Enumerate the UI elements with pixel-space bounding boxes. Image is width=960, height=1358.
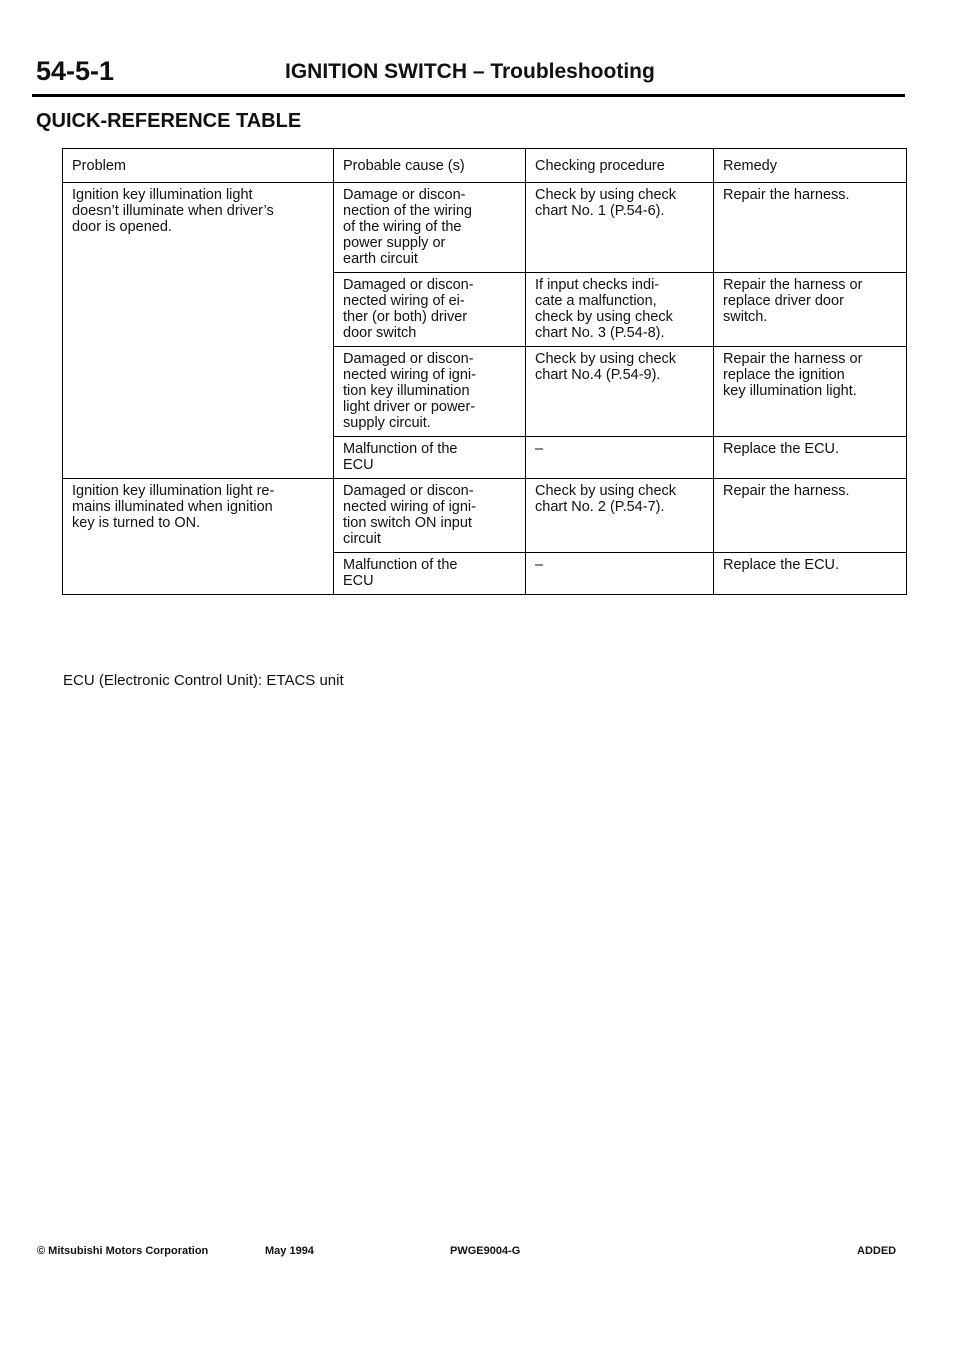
remedy-cell: Repair the harness or replace the ignition key illumination light. [714, 347, 907, 437]
page-number: 54-5-1 [36, 56, 115, 86]
remedy-cell: Replace the ECU. [714, 437, 907, 479]
column-header-checking-procedure: Checking procedure [526, 149, 714, 183]
header-rule [32, 94, 905, 97]
procedure-cell: If input checks indi- cate a malfunction, check by using check chart No. 3 (P.54-8). [526, 273, 714, 347]
column-header-problem: Problem [63, 149, 334, 183]
cause-cell: Malfunction of the ECU [334, 553, 526, 595]
procedure-cell: – [526, 437, 714, 479]
remedy-cell: Repair the harness or replace driver door switch. [714, 273, 907, 347]
procedure-cell: – [526, 553, 714, 595]
cause-cell: Damaged or discon- nected wiring of igni- tion key illumination light driver or power- supply circuit. [334, 347, 526, 437]
procedure-cell: Check by using check chart No.4 (P.54-9). [526, 347, 714, 437]
table-note: ECU (Electronic Control Unit): ETACS unit [63, 672, 344, 689]
procedure-cell: Check by using check chart No. 1 (P.54-6). [526, 183, 714, 273]
quick-reference-table [62, 148, 907, 595]
footer-copyright: © Mitsubishi Motors Corporation [37, 1245, 209, 1257]
cause-cell: Damaged or discon- nected wiring of ei- ther (or both) driver door switch [334, 273, 526, 347]
remedy-cell: Repair the harness. [714, 183, 907, 273]
cause-cell: Damage or discon- nection of the wiring of the wiring of the power supply or earth circuit [334, 183, 526, 273]
section-title: QUICK-REFERENCE TABLE [36, 110, 302, 132]
problem-cell: Ignition key illumination light doesn’t illuminate when driver’s door is opened. [63, 183, 334, 479]
table-row [63, 183, 907, 273]
column-header-remedy: Remedy [714, 149, 907, 183]
column-header-probable-cause: Probable cause (s) [334, 149, 526, 183]
page-title: IGNITION SWITCH – Troubleshooting [285, 60, 655, 83]
footer-doc-code: PWGE9004-G [450, 1245, 521, 1257]
table-row [63, 479, 907, 553]
table-header-row [63, 149, 907, 183]
problem-cell: Ignition key illumination light re- mains illuminated when ignition key is turned to ON. [63, 479, 334, 595]
remedy-cell: Repair the harness. [714, 479, 907, 553]
procedure-cell: Check by using check chart No. 2 (P.54-7). [526, 479, 714, 553]
remedy-cell: Replace the ECU. [714, 553, 907, 595]
footer-date: May 1994 [265, 1245, 314, 1257]
cause-cell: Damaged or discon- nected wiring of igni- tion switch ON input circuit [334, 479, 526, 553]
cause-cell: Malfunction of the ECU [334, 437, 526, 479]
footer-status: ADDED [857, 1245, 897, 1257]
